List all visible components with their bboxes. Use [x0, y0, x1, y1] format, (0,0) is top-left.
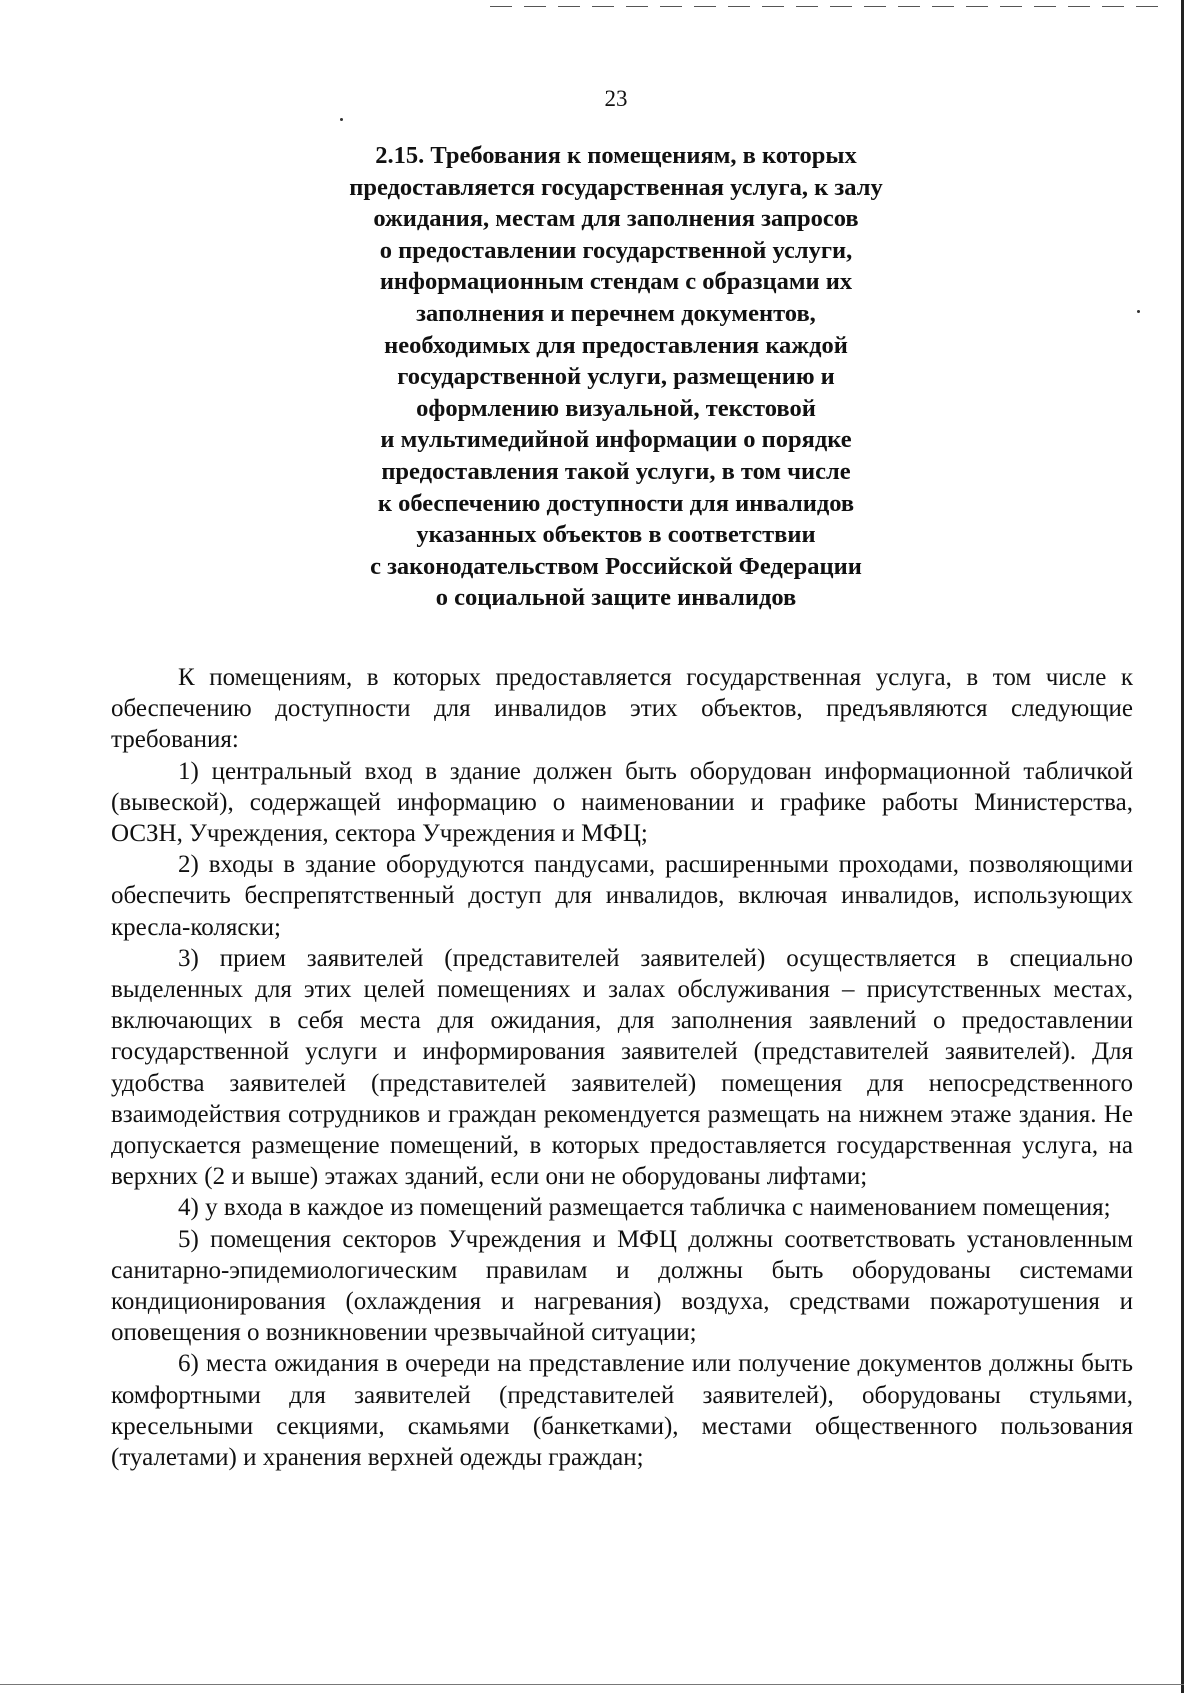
- heading-line: о социальной защите инвалидов: [435, 584, 797, 612]
- requirement-item-1: 1) центральный вход в здание должен быть оборудован информационной табличкой (вывеской), содержащей информацию о наименовании и графике работы Министерства, ОСЗН, Учреждения, сектора Учреждения и МФЦ;: [111, 757, 1133, 848]
- requirement-item-2: 2) входы в здание оборудуются пандусами, расширенными проходами, позволяющими обеспечить беспрепятственный доступ для инвалидов, включая инвалидов, использующих кресла-коляски;: [111, 851, 1133, 941]
- scan-speck: [1137, 310, 1140, 313]
- heading-line: к обеспечению доступности для инвалидов: [377, 489, 855, 517]
- heading-line: предоставления такой услуги, в том числе: [381, 457, 851, 485]
- section-heading: [240, 140, 992, 614]
- heading-line: информационным стендам с образцами их: [379, 268, 853, 296]
- requirement-item-6: 6) места ожидания в очереди на представление или получение документов должны быть комфортными для заявителей (представителей заявителей), оборудованы стульями, кресельными секциями, скамьями (банкетками), местами общественного пользования (туалетами) и хранения верхней одежды граждан;: [111, 1350, 1133, 1472]
- scan-border-bottom: [0, 1684, 1184, 1685]
- intro-paragraph: К помещениям, в которых предоставляется государственная услуга, в том числе к обеспечению доступности для инвалидов этих объектов, предъявляются следующие требования:: [111, 664, 1133, 754]
- heading-line: предоставляется государственная услуга, к залу: [349, 173, 883, 201]
- heading-line: необходимых для предоставления каждой: [384, 331, 848, 359]
- scan-border-right: [1181, 0, 1184, 1693]
- requirement-item-4: 4) у входа в каждое из помещений размещается табличка с наименованием помещения;: [178, 1194, 1111, 1222]
- requirement-item-3: 3) прием заявителей (представителей заявителей) осуществляется в специально выделенных для этих целей помещениях и залах обслуживания – присутственных местах, включающих в себя места для ожидания, для заполнения заявлений о предоставлении государственной услуги и информирования заявителей (представителей заявителей). Для удобства заявителей (представителей заявителей) помещения для непосредственного взаимодействия сотрудников и граждан рекомендуется размещать на нижнем этаже здания. Не допускается размещение помещений, в которых предоставляется государственная услуга, на верхних (2 и выше) этажах зданий, если они не оборудованы лифтами;: [111, 944, 1133, 1191]
- heading-line: 2.15. Требования к помещениям, в которых: [375, 142, 857, 169]
- scan-speck: [340, 118, 343, 121]
- heading-line: оформлению визуальной, текстовой: [416, 394, 816, 422]
- scan-border-top: [490, 6, 1170, 7]
- heading-line: ожидания, местам для заполнения запросов: [373, 205, 859, 233]
- heading-line: государственной услуги, размещению и: [397, 363, 835, 391]
- heading-line: с законодательством Российской Федерации: [370, 552, 862, 580]
- heading-line: заполнения и перечнем документов,: [416, 299, 816, 327]
- document-body: [111, 662, 1133, 1473]
- heading-line: указанных объектов в соответствии: [416, 521, 816, 549]
- heading-line: о предоставлении государственной услуги,: [379, 236, 853, 264]
- heading-line: и мультимедийной информации о порядке: [380, 426, 852, 454]
- requirement-item-5: 5) помещения секторов Учреждения и МФЦ должны соответствовать установленным санитарно-эпидемиологическим правилам и должны быть оборудованы системами кондиционирования (охлаждения и нагревания) воздуха, средствами пожаротушения и оповещения о возникновении чрезвычайной ситуации;: [111, 1225, 1133, 1347]
- page-number: 23: [604, 86, 628, 111]
